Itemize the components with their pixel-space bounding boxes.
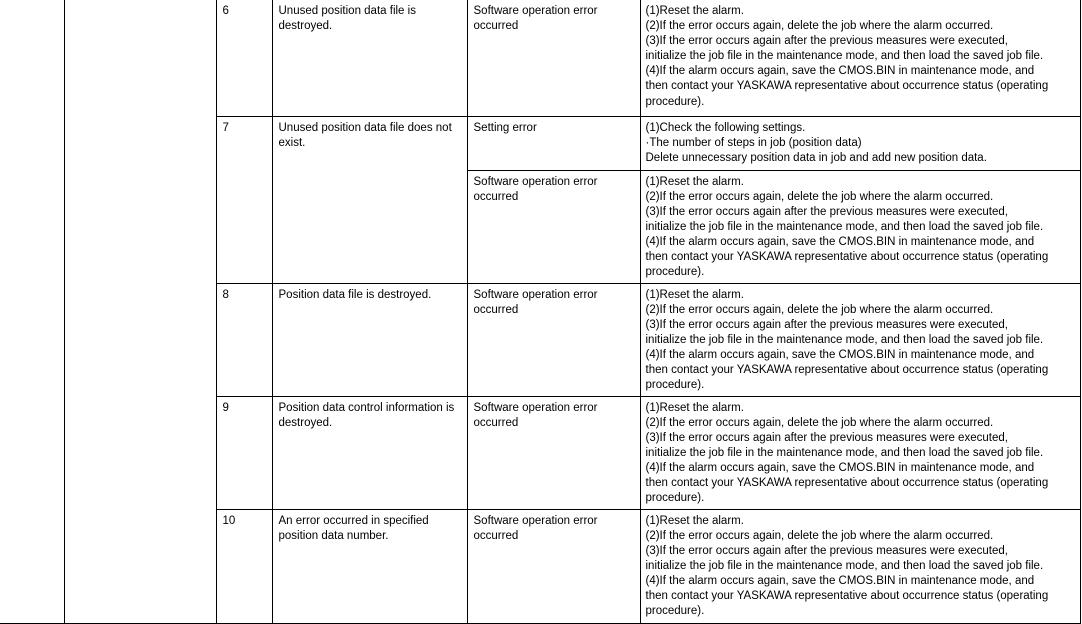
remedy-line: (1)Reset the alarm. (645, 288, 744, 301)
remedy-line: (3)If the error occurs again after the previous measures were executed, (645, 318, 1008, 331)
remedy-line: procedure). (645, 379, 705, 392)
remedy-line: (4)If the alarm occurs again, save the CMOS.BIN in maintenance mode, and (645, 574, 1035, 587)
remedy-line: procedure). (645, 605, 705, 618)
cause-cell: Software operation error occurred (467, 0, 640, 116)
sub-name-cell: Position data control information is destroyed. (272, 396, 467, 509)
remedy-line: then contact your YASKAWA representative about occurrence status (operating (645, 80, 1049, 93)
remedy-line: (3)If the error occurs again after the previous measures were executed, (645, 544, 1008, 557)
remedy-line: (3)If the error occurs again after the previous measures were executed, (645, 205, 1008, 218)
remedy-line: (4)If the alarm occurs again, save the CMOS.BIN in maintenance mode, and (645, 461, 1035, 474)
alarm-number-cell (0, 0, 64, 623)
table-row (0, 0, 1080, 116)
remedy-line: (1)Reset the alarm. (645, 175, 744, 188)
remedy-cell (640, 283, 1080, 396)
cause-cell: Software operation error occurred (467, 509, 640, 623)
remedy-line: (2)If the error occurs again, delete the job where the alarm occurred. (645, 416, 994, 429)
cause-cell: Software operation error occurred (467, 396, 640, 509)
remedy-line: procedure). (645, 492, 705, 505)
sub-code-cell: 10 (216, 509, 272, 623)
remedy-line: (1)Reset the alarm. (645, 401, 744, 414)
sub-name-cell: Unused position data file is destroyed. (272, 0, 467, 116)
remedy-line: then contact your YASKAWA representative about occurrence status (operating (645, 476, 1049, 489)
sub-code-cell: 8 (216, 283, 272, 396)
remedy-line: procedure). (645, 266, 705, 279)
remedy-cell (640, 396, 1080, 509)
remedy-line: initialize the job file in the maintenance mode, and then load the saved job file. (645, 559, 1044, 572)
sub-code-cell: 6 (216, 0, 272, 116)
remedy-line: initialize the job file in the maintenance mode, and then load the saved job file. (645, 333, 1044, 346)
remedy-line: (1)Reset the alarm. (645, 514, 744, 527)
cause-cell: Software operation error occurred (467, 283, 640, 396)
remedy-line: (2)If the error occurs again, delete the job where the alarm occurred. (645, 303, 994, 316)
remedy-cell (640, 116, 1080, 170)
remedy-line: initialize the job file in the maintenance mode, and then load the saved job file. (645, 50, 1044, 63)
remedy-line: then contact your YASKAWA representative about occurrence status (operating (645, 589, 1049, 602)
remedy-line: (1)Check the following settings. (645, 121, 806, 134)
sub-name-cell: Unused position data file does not exist. (272, 116, 467, 283)
remedy-line: (3)If the error occurs again after the previous measures were executed, (645, 35, 1008, 48)
alarm-name-cell (64, 0, 216, 623)
remedy-line: initialize the job file in the maintenance mode, and then load the saved job file. (645, 220, 1044, 233)
remedy-line: initialize the job file in the maintenance mode, and then load the saved job file. (645, 446, 1044, 459)
remedy-line: (1)Reset the alarm. (645, 5, 744, 17)
sub-code-cell: 9 (216, 396, 272, 509)
sub-code-cell: 7 (216, 116, 272, 283)
remedy-line: then contact your YASKAWA representative about occurrence status (operating (645, 250, 1049, 263)
remedy-line: ·The number of steps in job (position data) (645, 136, 862, 149)
remedy-line: (2)If the error occurs again, delete the job where the alarm occurred. (645, 529, 994, 542)
cause-cell: Setting error (467, 116, 640, 170)
remedy-cell (640, 0, 1080, 116)
remedy-line: (4)If the alarm occurs again, save the CMOS.BIN in maintenance mode, and (645, 65, 1035, 78)
remedy-line: (3)If the error occurs again after the previous measures were executed, (645, 431, 1008, 444)
cause-cell: Software operation error occurred (467, 170, 640, 283)
remedy-line: procedure). (645, 95, 705, 108)
remedy-line: (4)If the alarm occurs again, save the CMOS.BIN in maintenance mode, and (645, 235, 1035, 248)
remedy-line: (2)If the error occurs again, delete the job where the alarm occurred. (645, 20, 994, 33)
sub-name-cell: Position data file is destroyed. (272, 283, 467, 396)
remedy-line: (2)If the error occurs again, delete the job where the alarm occurred. (645, 190, 994, 203)
remedy-line: Delete unnecessary position data in job and add new position data. (645, 151, 987, 164)
remedy-line: (4)If the alarm occurs again, save the CMOS.BIN in maintenance mode, and (645, 348, 1035, 361)
remedy-cell (640, 509, 1080, 623)
sub-name-cell: An error occurred in specified position data number. (272, 509, 467, 623)
remedy-cell (640, 170, 1080, 283)
remedy-line: then contact your YASKAWA representative about occurrence status (operating (645, 363, 1049, 376)
